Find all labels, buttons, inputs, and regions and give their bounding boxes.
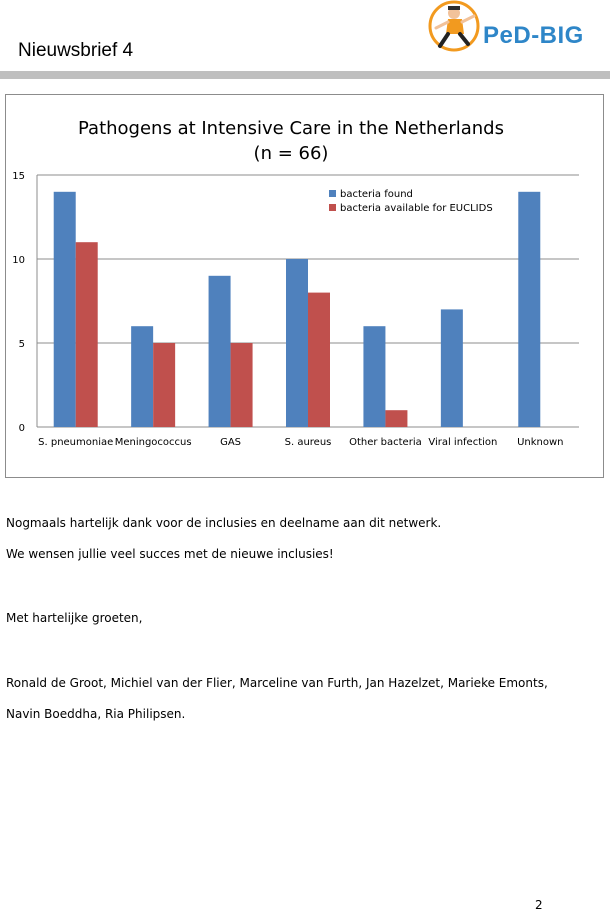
legend-swatch <box>329 204 336 211</box>
x-tick-label: Unknown <box>517 437 564 448</box>
bar-found <box>131 326 153 427</box>
y-tick-label: 0 <box>18 423 25 434</box>
chart-canvas <box>6 95 603 477</box>
bar-chart <box>5 94 604 478</box>
legend-swatch <box>329 190 336 197</box>
wishes-line: We wensen jullie veel succes met de nieuwe inclusies! <box>6 547 334 561</box>
legend <box>329 189 493 214</box>
x-tick-label: S. pneumoniae <box>38 437 114 448</box>
bar-found <box>209 276 231 427</box>
bar-found <box>518 192 540 427</box>
chart-title: Pathogens at Intensive Care in the Netherlands <box>78 118 504 139</box>
bar-available <box>385 410 407 427</box>
y-tick-label: 5 <box>18 339 25 350</box>
x-tick-label: Other bacteria <box>349 437 422 448</box>
legend-label: bacteria found <box>340 189 413 200</box>
x-tick-label: S. aureus <box>284 437 332 448</box>
bar-available <box>76 242 98 427</box>
bar-found <box>54 192 76 427</box>
bar-available <box>153 343 175 427</box>
signatories-line-2: Navin Boeddha, Ria Philipsen. <box>6 707 186 721</box>
x-tick-label: GAS <box>220 437 242 448</box>
logo-wordmark: PeD-BIG <box>483 22 584 49</box>
bars <box>54 192 541 427</box>
header-divider <box>0 71 610 79</box>
greeting-line: Met hartelijke groeten, <box>6 611 143 625</box>
x-tick-label: Meningococcus <box>114 437 192 448</box>
thanks-line: Nogmaals hartelijk dank voor de inclusies en deelname aan dit netwerk. <box>6 516 442 530</box>
y-tick-label: 15 <box>12 171 25 182</box>
y-tick-label: 10 <box>12 255 25 266</box>
bar-found <box>363 326 385 427</box>
chart-subtitle: (n = 66) <box>253 143 329 164</box>
x-tick-label: Viral infection <box>428 437 498 448</box>
signatories-line-1: Ronald de Groot, Michiel van der Flier, Marceline van Furth, Jan Hazelzet, Marieke Emonts, <box>6 676 548 690</box>
newsletter-title: Nieuwsbrief 4 <box>18 40 134 61</box>
bar-available <box>308 293 330 427</box>
ped-big-logo <box>424 0 610 60</box>
bar-available <box>231 343 253 427</box>
legend-label: bacteria available for EUCLIDS <box>340 203 493 214</box>
bar-found <box>286 259 308 427</box>
page-number: 2 <box>535 898 543 912</box>
bar-found <box>441 309 463 427</box>
